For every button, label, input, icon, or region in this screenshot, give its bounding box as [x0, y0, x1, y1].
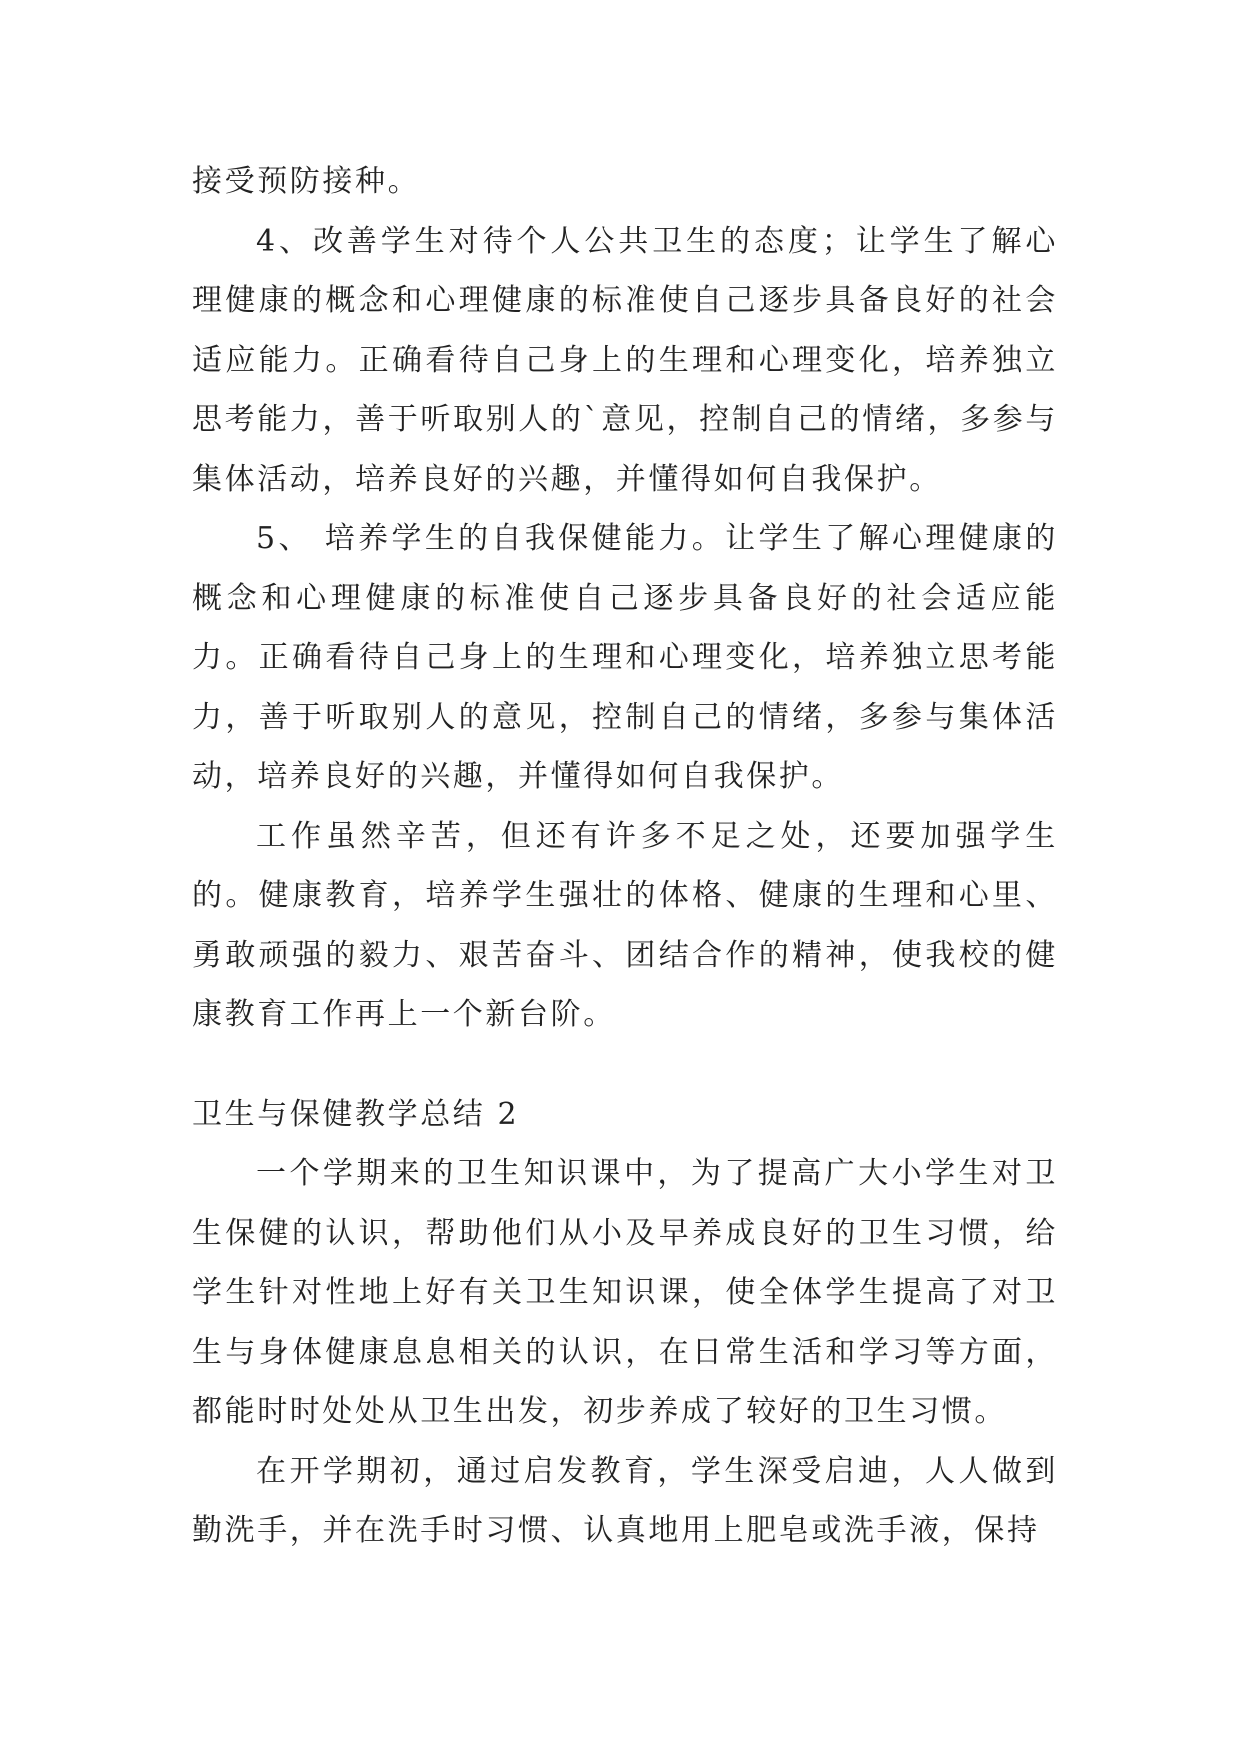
paragraph-conclusion: 工作虽然辛苦，但还有许多不足之处，还要加强学生的。健康教育，培养学生强壮的体格、健康的生理和心里、勇敢顽强的毅力、艰苦奋斗、团结合作的精神，使我校的健康教育工作再上一个新台阶。	[192, 818, 1058, 1032]
paragraph-item-5: 5、 培养学生的自我保健能力。让学生了解心理健康的概念和心理健康的标准使自己逐步具备良好的社会适应能力。正确看待自己身上的生理和心理变化，培养独立思考能力，善于听取别人的意见，控制自己的情绪，多参与集体活动，培养良好的兴趣，并懂得如何自我保护。	[192, 521, 1058, 794]
paragraph-item-4: 4、改善学生对待个人公共卫生的态度；让学生了解心理健康的概念和心理健康的标准使自己逐步具备良好的社会适应能力。正确看待自己身上的生理和心理变化，培养独立思考能力，善于听取别人的`意见，控制自己的情绪，多参与集体活动，培养良好的兴趣，并懂得如何自我保护。	[192, 223, 1058, 497]
paragraph-continuation: 接受预防接种。	[192, 164, 421, 199]
section-heading: 卫生与保健教学总结 2	[192, 1096, 520, 1132]
document-body	[192, 152, 1058, 1561]
paragraph-handwashing: 在开学期初，通过启发教育，学生深受启迪，人人做到勤洗手，并在洗手时习惯、认真地用上肥皂或洗手液，保持	[192, 1453, 1058, 1548]
paragraph-intro: 一个学期来的卫生知识课中，为了提高广大小学生对卫生保健的认识，帮助他们从小及早养成良好的卫生习惯，给学生针对性地上好有关卫生知识课，使全体学生提高了对卫生与身体健康息息相关的认识，在日常生活和学习等方面，都能时时处处从卫生出发，初步养成了较好的卫生习惯。	[192, 1156, 1058, 1429]
